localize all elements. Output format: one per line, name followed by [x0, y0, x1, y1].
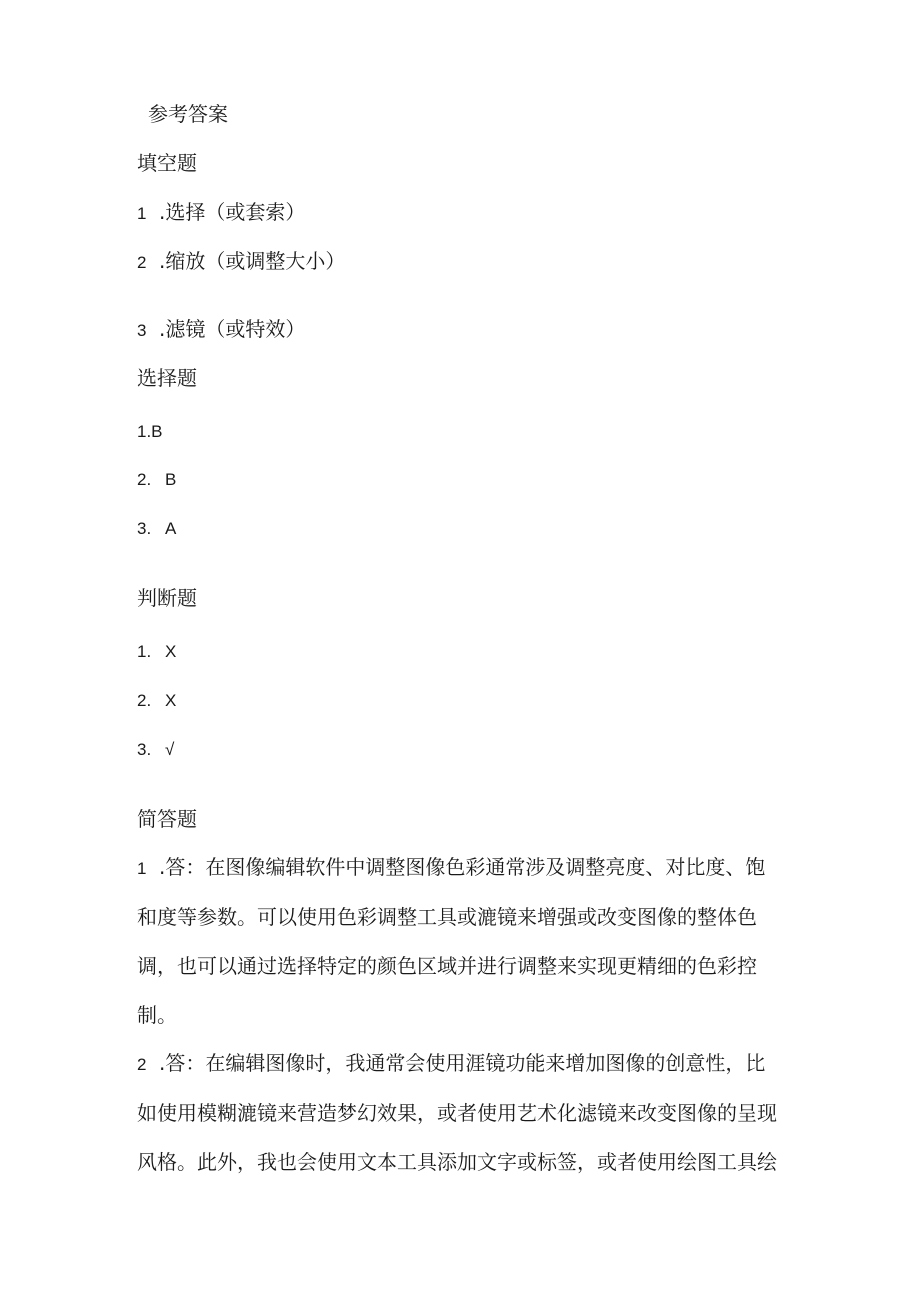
item-answer: X	[165, 691, 177, 710]
line-text: .答：在图像编辑软件中调整图像色彩通常涉及调整亮度、对比度、饱	[159, 855, 766, 879]
fill-blank-item-1	[137, 198, 305, 228]
section-heading-short-answer: 简答题	[137, 807, 197, 831]
page-title: 参考答案	[148, 102, 228, 126]
section-heading-multiple-choice: 选择题	[137, 366, 197, 390]
true-false-item-3	[137, 736, 174, 764]
item-text: .滤镜（或特效）	[159, 317, 306, 341]
item-number: 1	[137, 204, 147, 223]
item-number: 1.	[137, 642, 152, 661]
paragraph-line: 风格。此外，我也会使用文本工具添加文字或标签，或者使用绘图工具绘	[137, 1150, 777, 1174]
item-number: 3.	[137, 519, 152, 538]
section-heading-true-false: 判断题	[137, 586, 197, 610]
item-number: 3	[137, 321, 147, 340]
section-heading-fill-blank: 填空题	[137, 151, 197, 175]
item-answer: B	[165, 470, 177, 489]
item-number: 2.	[137, 691, 152, 710]
paragraph-line: 调，也可以通过选择特定的颜色区域并进行调整来实现更精细的色彩控	[137, 954, 757, 978]
paragraph-line: 和度等参数。可以使用色彩调整工具或漉镜来增强或改变图像的整体色	[137, 905, 757, 929]
multiple-choice-item-1	[137, 418, 163, 446]
item-number: 1.B	[137, 422, 163, 441]
fill-blank-item-2	[137, 247, 345, 277]
fill-blank-item-3	[137, 315, 305, 345]
item-number: 1	[137, 859, 147, 878]
true-false-item-1	[137, 638, 176, 666]
item-number: 2	[137, 253, 147, 272]
true-false-item-2	[137, 687, 176, 715]
item-answer: A	[165, 519, 177, 538]
paragraph-line	[137, 843, 777, 893]
item-text: .缩放（或调整大小）	[159, 249, 346, 273]
short-answer-2	[137, 1039, 777, 1187]
item-answer: √	[165, 740, 175, 759]
item-number: 2.	[137, 470, 152, 489]
paragraph-line: 制。	[137, 1003, 177, 1027]
multiple-choice-item-2	[137, 466, 176, 494]
multiple-choice-item-3	[137, 515, 176, 543]
short-answer-1	[137, 843, 777, 1040]
paragraph-line: 如使用模糊漉镜来营造梦幻效果，或者使用艺术化滤镜来改变图像的呈现	[137, 1101, 777, 1125]
item-number: 2	[137, 1055, 147, 1074]
item-text: .选择（或套索）	[159, 200, 306, 224]
item-number: 3.	[137, 740, 152, 759]
item-answer: X	[165, 642, 177, 661]
paragraph-line	[137, 1039, 777, 1089]
line-text: .答：在编辑图像时，我通常会使用涯镜功能来增加图像的创意性，比	[159, 1051, 766, 1075]
